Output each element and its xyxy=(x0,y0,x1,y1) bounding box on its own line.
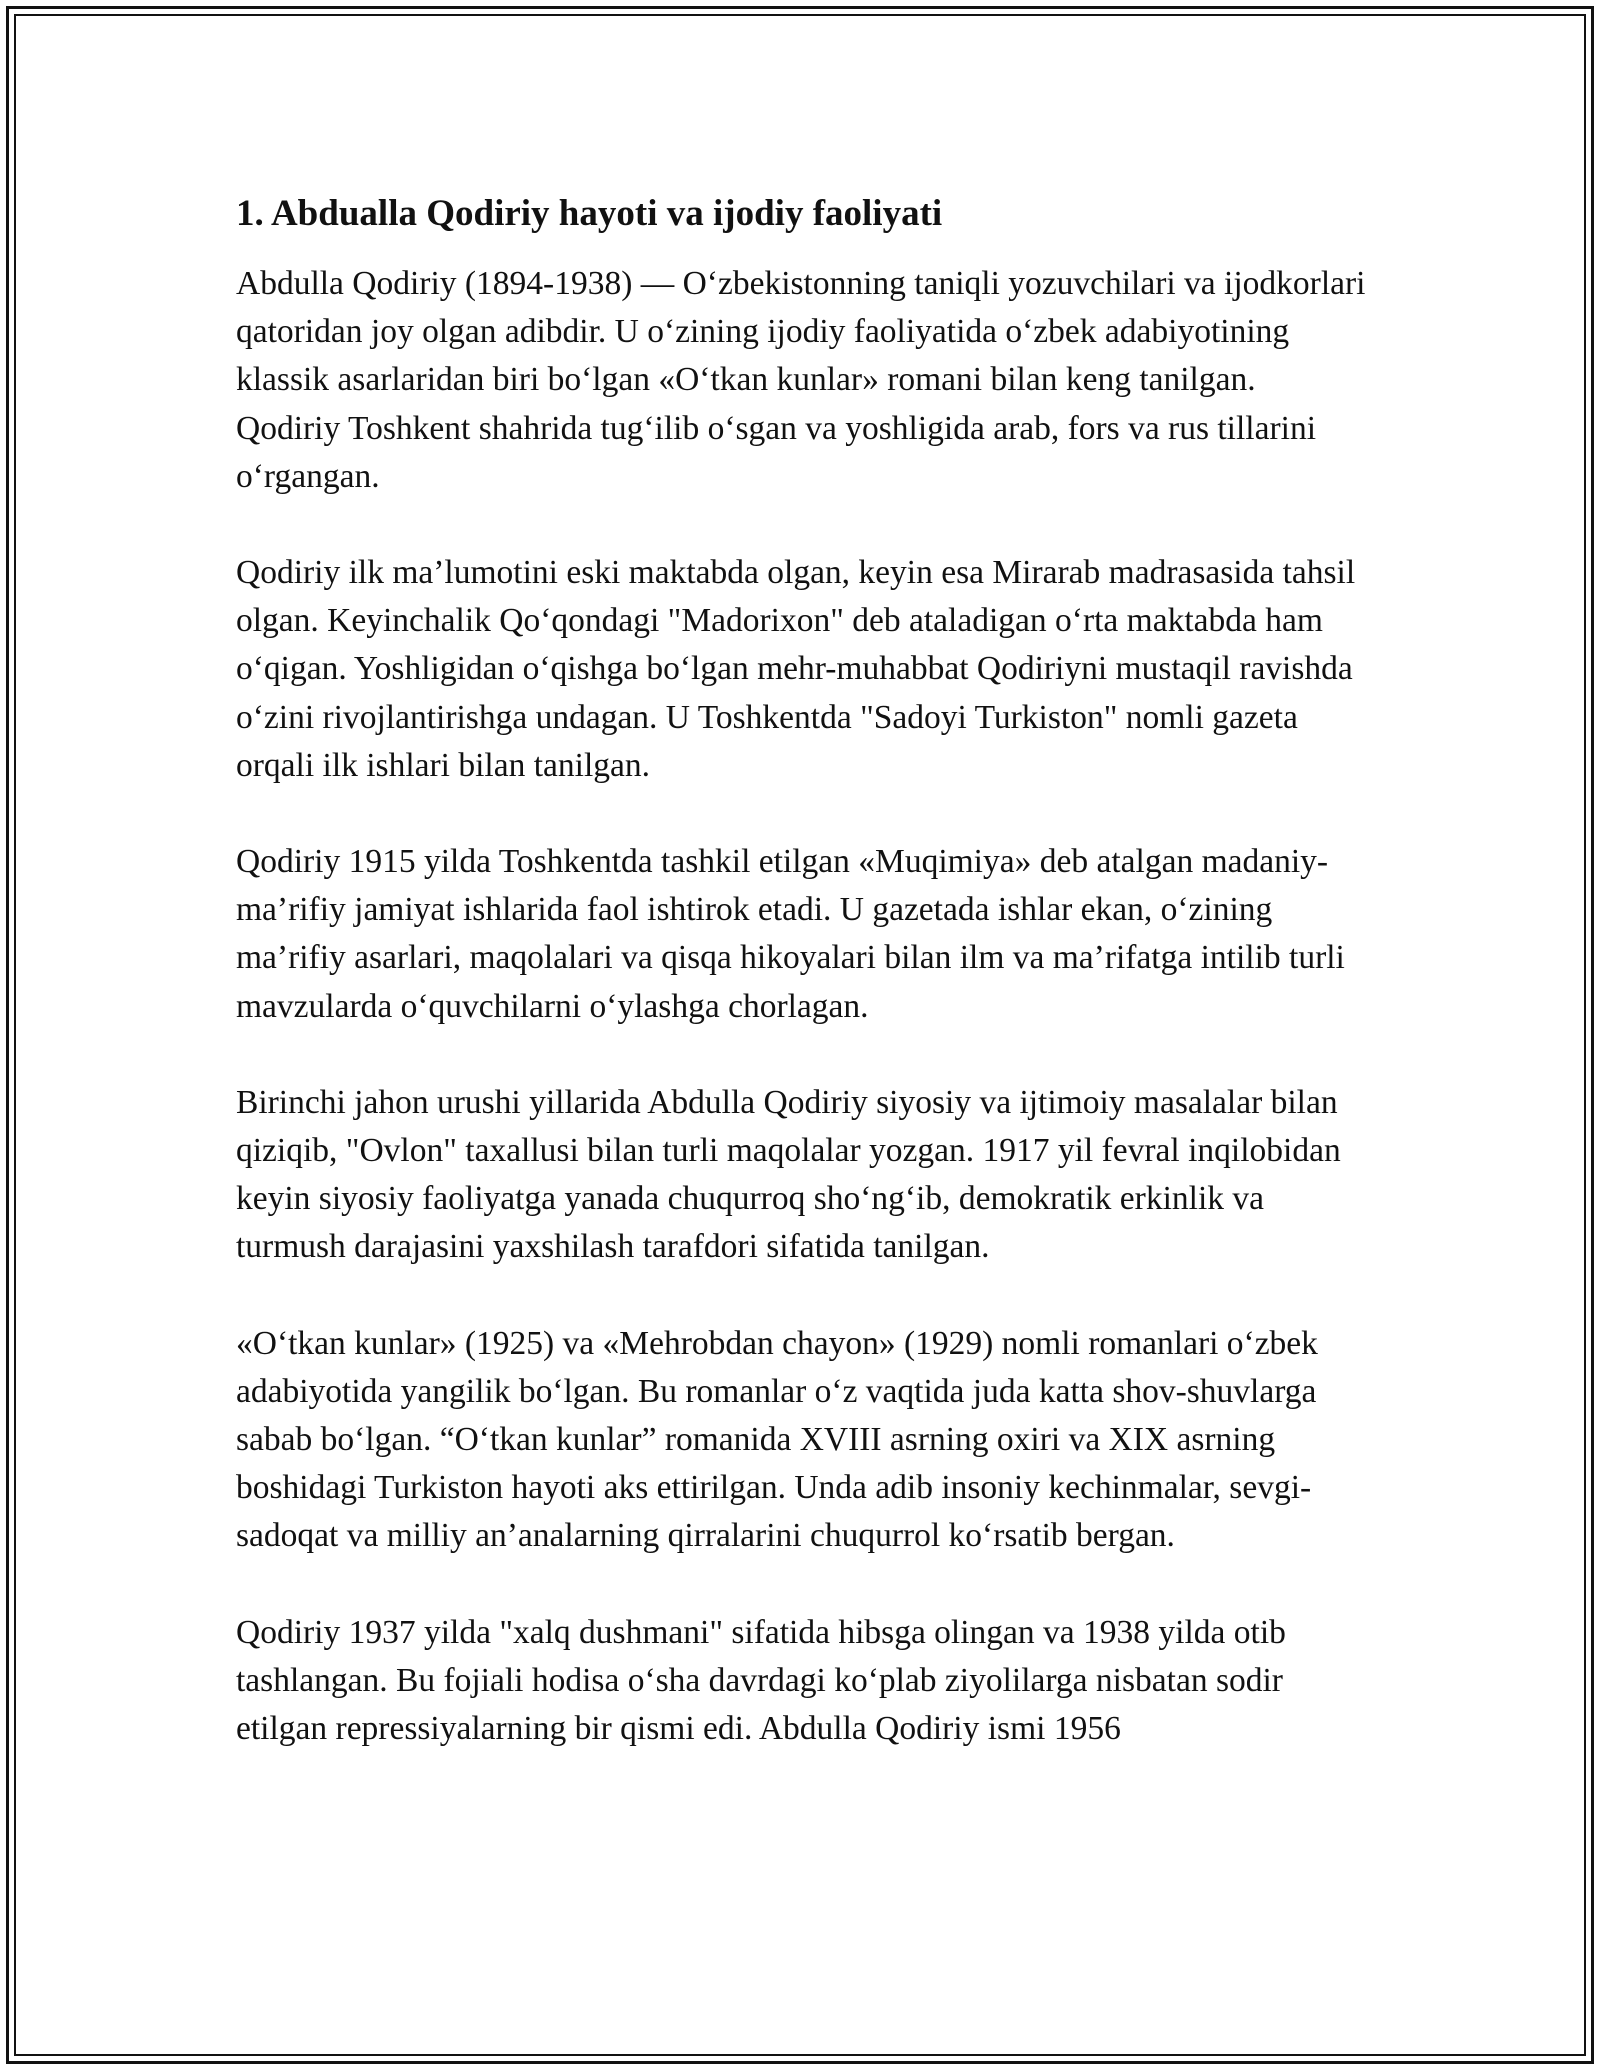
paragraph-1: Abdulla Qodiriy (1894-1938) — O‘zbekistonning taniqli yozuvchilari va ijodkorlari qatoridan joy olgan adibdir. U o‘zining ijodiy faoliyatida o‘zbek adabiyotining klassik asarlaridan biri bo‘lgan «O‘tkan kunlar» romani bilan keng tanilgan. Qodiriy Toshkent shahrida tug‘ilib o‘sgan va yoshligida arab, fors va rus tillarini o‘rgangan. xyxy=(236,265,1366,495)
paragraph-3: Qodiriy 1915 yilda Toshkentda tashkil etilgan «Muqimiya» deb atalgan madaniy-ma’rifiy jamiyat ishlarida faol ishtirok etadi. U gazetada ishlar ekan, o‘zining ma’rifiy asarlari, maqolalari va qisqa hikoyalari bilan ilm va ma’rifatga intilib turli mavzularda o‘quvchilarni o‘ylashga chorlagan. xyxy=(236,843,1345,1025)
document-title: 1. Abdualla Qodiriy hayoti va ijodiy faoliyati xyxy=(236,193,943,234)
paragraph-4: Birinchi jahon urushi yillarida Abdulla Qodiriy siyosiy va ijtimoiy masalalar bilan qiziqib, "Ovlon" taxallusi bilan turli maqolalar yozgan. 1917 yil fevral inqilobidan keyin siyosiy faoliyatga yanada chuqurroq sho‘ng‘ib, demokratik erkinlik va turmush darajasini yaxshilash tarafdori sifatida tanilgan. xyxy=(236,1083,1341,1266)
paragraph-2: Qodiriy ilk ma’lumotini eski maktabda olgan, keyin esa Mirarab madrasasida tahsil olgan. Keyinchalik Qo‘qondagi "Madorixon" deb ataladigan o‘rta maktabda ham o‘qigan. Yoshligidan o‘qishga bo‘lgan mehr-muhabbat Qodiriyni mustaqil ravishda o‘zini rivojlantirishga undagan. U Toshkentda "Sadoyi Turkiston" nomli gazeta orqali ilk ishlari bilan tanilgan. xyxy=(236,554,1356,784)
paragraph-5: «O‘tkan kunlar» (1925) va «Mehrobdan chayon» (1929) nomli romanlari o‘zbek adabiyotida yangilik bo‘lgan. Bu romanlar o‘z vaqtida juda katta shov-shuvlarga sabab bo‘lgan. “O‘tkan kunlar” romanida XVIII asrning oxiri va XIX asrning boshidagi Turkiston hayoti aks ettirilgan. Unda adib insoniy kechinmalar, sevgi-sadoqat va milliy an’analarning qirralarini chuqurrol ko‘rsatib bergan. xyxy=(236,1324,1318,1555)
paragraph-6: Qodiriy 1937 yilda "xalq dushmani" sifatida hibsga olingan va 1938 yilda otib tashlangan. Bu fojiali hodisa o‘sha davrdagi ko‘plab ziyolilarga nisbatan sodir etilgan repressiyalarning bir qismi edi. Abdulla Qodiriy ismi 1956 xyxy=(236,1613,1286,1748)
document-body xyxy=(236,188,1368,1801)
